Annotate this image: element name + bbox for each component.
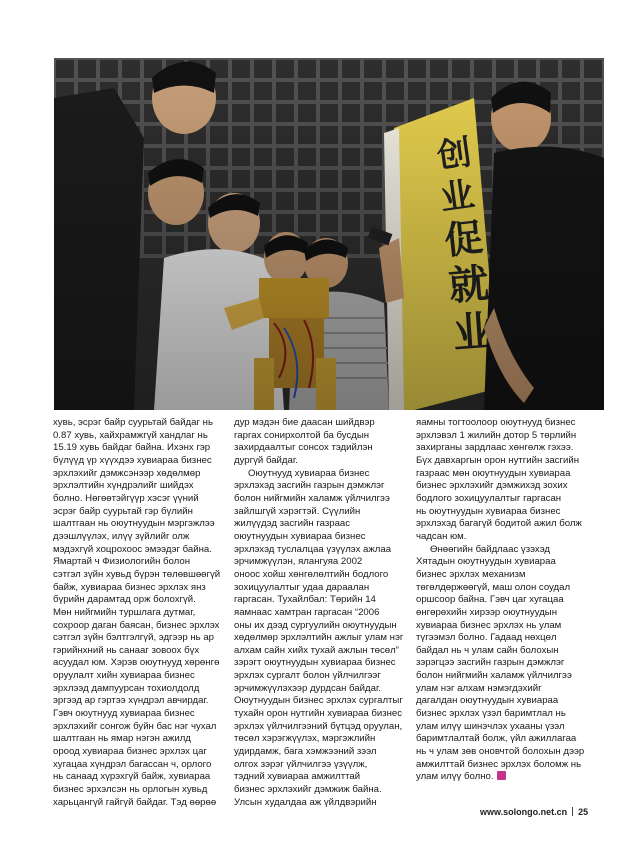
column-2-paragraph-2: Оюутнууд хувиараа бизнес эрхлэхэд засгийн газрын дэмжлэг болон нийгмийн халамж үйлчилгээ зайлшгүй хэрэгтэй. Сүүлийн жилүүдэд засгийн газраас оюутнуудын хувиараа бизнес эрхлэхэд туслалцаа үзүүлэх ажлаа эрчимжүүлэн, ялангуяа 2002 оноос хойш хөнгөлөлтийн бодлого зохицуулалтыг удаа дараалан гаргасан. Тухайлбал: Төрийн 14 яамнаас хамтран гаргасан “2006 оны их дээд сургуулийн оюутнуудын хөдөлмөр эрхлэлтийн ажлыг улам нэг алхам сайн хийх тухай ажлын төсөл” зэрэгт оюутнуудын хувиараа бизнес эрхлэх сургалт болон үйлчилгээг эрчимжүүлэхээр дурдсан байдаг. Оюутнуудын бизнес эрхлэх сургалтыг тухайн орон нутгийн хувиараа бизнес эрхлэх үйлчилгээний бүтцэд оруулан, төсөл хэрэгжүүлэх, мэргэжлийн удирдамж, бага хэмжээний зээл олгох зэрэг үйлчилгээ үзүүлж, тэдний хувиараа амжилттай бизнес эрхлэхийг дэмжиж байна. Улсын худалдаа аж үйлдвэрийн [234,467,404,808]
page-footer [480,807,600,817]
column-3-paragraph-2-text: Өнөөгийн байдлаас үзэхэд Хятадын оюутнуудын хувиараа бизнес эрхлэх механизм төгөлдөржөөгүй, маш олон соудал оршсоор байна. Гэвч цаг хугацаа өнгөрөхийн хирээр оюутнуудын хувиараа бизнес эрхлэх нь улам түгээмэл болно. Гадаад нөхцөл байдал нь ч улам сайн болохын зэрэгцээ засгийн газрын дэмжлэг болон нийгмийн халамж үйлчилгээ улам нэг алхам нэмэгдэхийг дагалдан оюутнуудын хувиараа бизнес эрхлэх үзэл баримтлал нь улам илүү шинэчлэх ухааны үзэл баримтлалтай болж, үйл ажиллагаа нь ч улам зөв оновчтой болохын дээр амжилттай бизнес эрхлэх боломж нь улам илүү болно. [416,543,585,783]
column-3-paragraph-1: яамны тогтоолоор оюутнууд бизнес эрхлэвэл 1 жилийн дотор 5 төрлийн захирганы зардлаас хөнгөлж гэхээ. Бүх давхаргын орон нутгийн засгийн газраас мөн оюутнуудын хувиараа бизнес эрхлэхийг дэмжихэд зохих бодлого зохицуулалтыг гаргасан нь оюутнуудын хувиараа бизнес эрхлэхэд багагүй бодитой ажил болж чадсан юм. [416,417,582,542]
article-end-icon [497,771,506,780]
column-3-paragraph-2 [416,544,598,784]
footer-url[interactable]: www.solongo.net.cn [480,807,568,817]
column-1-paragraph: хувь, эсрэг байр суурьтай байдаг нь 0.87 хувь, хайхрамжгүй хандлаг нь 15.19 хувь байдаг байна. Ихэнх гэр бүлүүд үр хүүхдээ хувиараа бизнес эрхлэхийг дэмжсэнээр хөдөлмөр эрхлэлтийн хүндрэлийг шийдэх болно. Нөгөөтэйгүүр хэсэг үүний эсрэг байр суурьтай гэр бүлийн шалтгаан нь оюутнуудын мэргэжлээ дээшлүүлэх, илүү зүйлийг олж мэдэхгүй хоцрохоос эмээдэг байна. Ямартай ч Физиологийн болон сэтгэл зүйн хувьд бүрэн төлөвшөөгүй байж, хувиараа бизнес эрхлэх янз бүрийн дарамтад орж болохгүй. Мөн нийгмийн туршлага дутмаг, сохроор даган баясан, бизнес эрхлэх сэтгэл зүйн бэлтгэлгүй, эдгээр нь ар гэрийнхний нь санааг зовоох бүх асуудал юм. Хэрэв оюутнууд хөрөнгө оруулалт хийн хувиараа бизнес эрхлээд дампуурсан тохиолдолд эргээд ар гэртээ хүндрэл авчирдаг. Гэвч оюутнууд хувиараа бизнес эрхлэхийг сонгож буйн бас нэг чухал шалтгаан нь ямар нэгэн ажилд ороод хувиараа бизнес эрхлэх цаг хугацаа хүндрэл багассан ч, орлого нь санаад хүрэхгүй байж, хувиараа бизнес эрхэлсэн нь орлогын хувьд харьцангүй гайгүй байдаг. Тэд өөрөө [53,417,221,808]
column-2-paragraph-1: дур мэдэн бие даасан шийдвэр гаргах сонирхолтой ба бусдын захирдаалтыг сонсох тэдийлэн дургүй байдаг. [234,417,375,466]
article-column-3 [416,417,598,784]
footer-divider [572,807,573,816]
article-photo [54,58,604,410]
students-robot-photo [54,58,604,410]
article-column-1 [53,417,223,809]
page-number: 25 [578,807,589,817]
article-column-2 [234,417,406,809]
